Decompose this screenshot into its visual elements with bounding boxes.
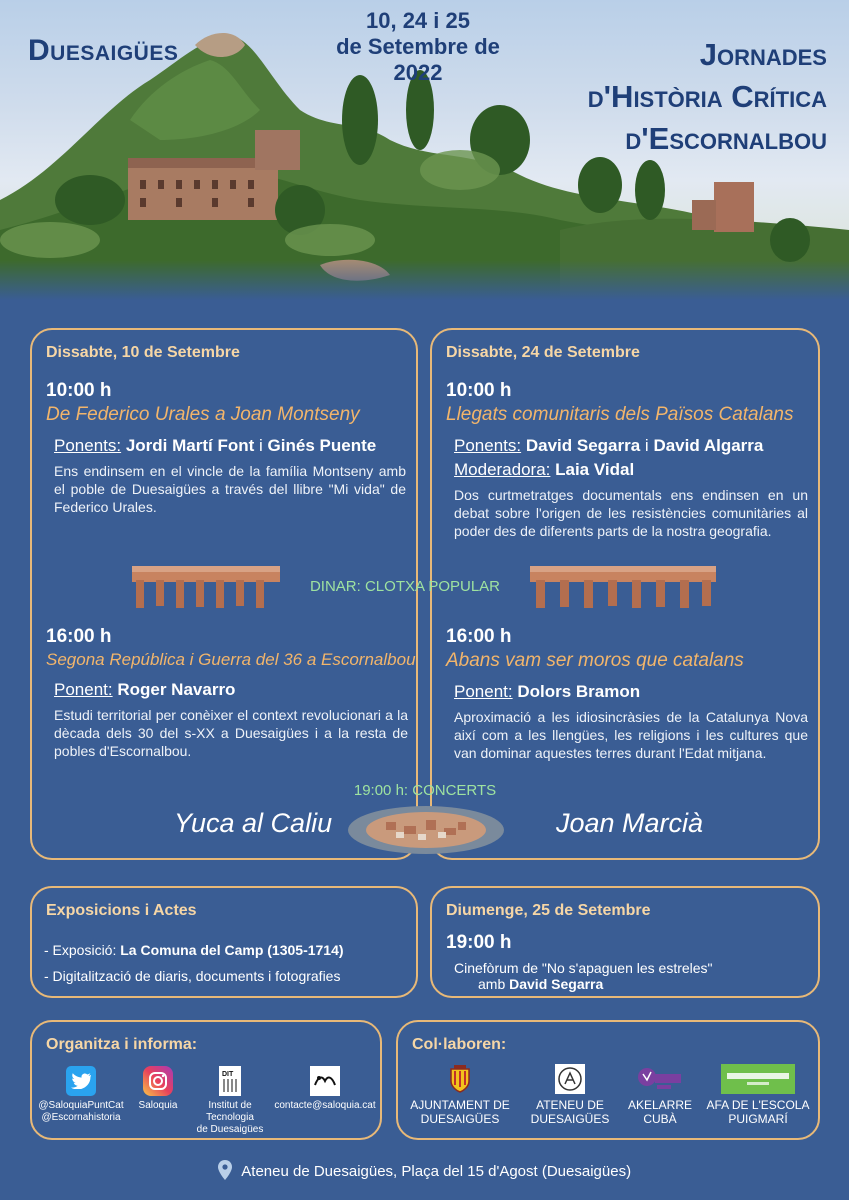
collaborator-ajuntament[interactable]: AJUNTAMENT DE DUESAIGÜES — [404, 1064, 516, 1126]
day2-label: Dissabte, 24 de Setembre — [446, 344, 640, 361]
header-banner — [0, 0, 849, 300]
session-title: Segona República i Guerra del 36 a Escornalbou — [46, 650, 416, 669]
instagram-icon — [143, 1066, 173, 1096]
collaborators-panel — [396, 1020, 820, 1140]
afa-puigmari-logo — [721, 1064, 795, 1094]
sunday-label: Diumenge, 25 de Setembre — [446, 902, 651, 919]
location-pin-icon — [218, 1160, 232, 1184]
event-dates: 10, 24 i 25 de Setembre de 2022 — [336, 8, 500, 85]
akelarre-logo — [637, 1064, 683, 1094]
day2-morning-session — [446, 380, 808, 540]
event-title: Jornades d'Història Crítica d'Escornalbou — [587, 37, 827, 156]
collaborator-ateneu[interactable]: ATENEU DE DUESAIGÜES — [522, 1064, 618, 1126]
day1-label: Dissabte, 10 de Setembre — [46, 344, 240, 361]
coat-of-arms-icon — [448, 1064, 472, 1094]
session-title: Abans vam ser moros que catalans — [446, 650, 744, 671]
cineforum-line: Cinefòrum de "No s'apaguen les estreles" — [454, 960, 713, 976]
exhibition-item: - Digitalització de diaris, documents i fotografies — [44, 968, 341, 984]
session-description: Dos curtmetratges documentals ens endinsen en un debat sobre l'origen de les resistències comunitàries al poder des de diferents parts de la nostra geografia. — [454, 487, 808, 539]
footer-address: Ateneu de Duesaigües, Plaça del 15 d'Agost (Duesaigües) — [0, 1160, 849, 1184]
day1-afternoon-session — [46, 626, 416, 760]
collaborators-label: Col·laboren: — [412, 1036, 507, 1053]
session-speakers: Ponent: Roger Navarro — [54, 680, 236, 699]
concerts-label: 19:00 h: CONCERTS — [353, 782, 497, 799]
exhibitions-panel — [30, 886, 418, 998]
session-moderator: Moderadora: Laia Vidal — [454, 460, 635, 479]
svg-text:DIT: DIT — [222, 1071, 234, 1078]
concert-yuca-al-caliu: Yuca al Caliu — [174, 808, 333, 838]
dit-logo — [219, 1066, 241, 1096]
collaborator-afa-puigmari[interactable]: AFA DE L'ESCOLA PUIGMARÍ — [700, 1064, 816, 1126]
exhibition-item: - Exposició: La Comuna del Camp (1305-1714) — [44, 942, 344, 958]
sunday-panel — [430, 886, 820, 998]
aqueduct-image-left — [132, 566, 280, 610]
organizers-label: Organitza i informa: — [46, 1036, 198, 1053]
session-time: 16:00 h — [46, 626, 112, 647]
organizer-saloquia[interactable]: contacte@saloquia.cat — [272, 1066, 378, 1112]
organizers-panel — [30, 1020, 382, 1140]
session-speakers: Ponents: Jordi Martí Font i Ginés Puente — [54, 436, 377, 455]
twitter-icon — [66, 1066, 96, 1096]
session-time: 19:00 h — [446, 932, 512, 953]
ateneu-logo — [555, 1064, 585, 1094]
lunch-label: DINAR: CLOTXA POPULAR — [309, 578, 501, 595]
session-title: De Federico Urales a Joan Montseny — [46, 404, 360, 425]
session-time: 10:00 h — [46, 380, 112, 401]
town-name: Duesaigües — [28, 34, 179, 67]
session-description: Ens endinsem en el vincle de la família Montseny amb el poble de Duesaigües a través del llibre "Mi vida" de Federico Urales. — [54, 463, 406, 515]
saloquia-logo — [310, 1066, 340, 1096]
session-time: 16:00 h — [446, 626, 512, 647]
organizer-dit[interactable]: DIT Institut de Tecnologia de Duesaigües — [188, 1066, 272, 1136]
session-speakers: Ponents: David Segarra i David Algarra — [454, 436, 764, 455]
concert-joan-marcia: Joan Marcià — [556, 808, 704, 838]
session-speakers: Ponent: Dolors Bramon — [454, 682, 641, 701]
session-title: Llegats comunitaris dels Països Catalans — [446, 404, 794, 425]
aqueduct-image-right — [530, 566, 716, 610]
day1-morning-session — [46, 380, 406, 516]
village-image — [346, 800, 506, 860]
organizer-twitter[interactable]: @SaloquiaPuntCat @Escornahistoria — [36, 1066, 126, 1124]
session-description: Estudi territorial per conèixer el context revolucionari a la dècada dels 30 del s-XX a Duesaigües i a la resta de pobles d'Escornalbou. — [54, 707, 408, 759]
collaborator-akelarre[interactable]: AKELARRE CUBÀ — [622, 1064, 698, 1126]
session-description: Aproximació a les idiosincràsies de la Catalunya Nova així com a les llengües, les religions i les cultures que van dominar aquestes terres durant l'Edat mitjana. — [454, 709, 808, 761]
session-time: 10:00 h — [446, 380, 512, 401]
cineforum-guest: amb David Segarra — [478, 976, 604, 992]
organizer-instagram[interactable]: Saloquia — [128, 1066, 188, 1112]
day2-afternoon-session — [446, 626, 808, 762]
exhibitions-label: Exposicions i Actes — [46, 902, 197, 919]
